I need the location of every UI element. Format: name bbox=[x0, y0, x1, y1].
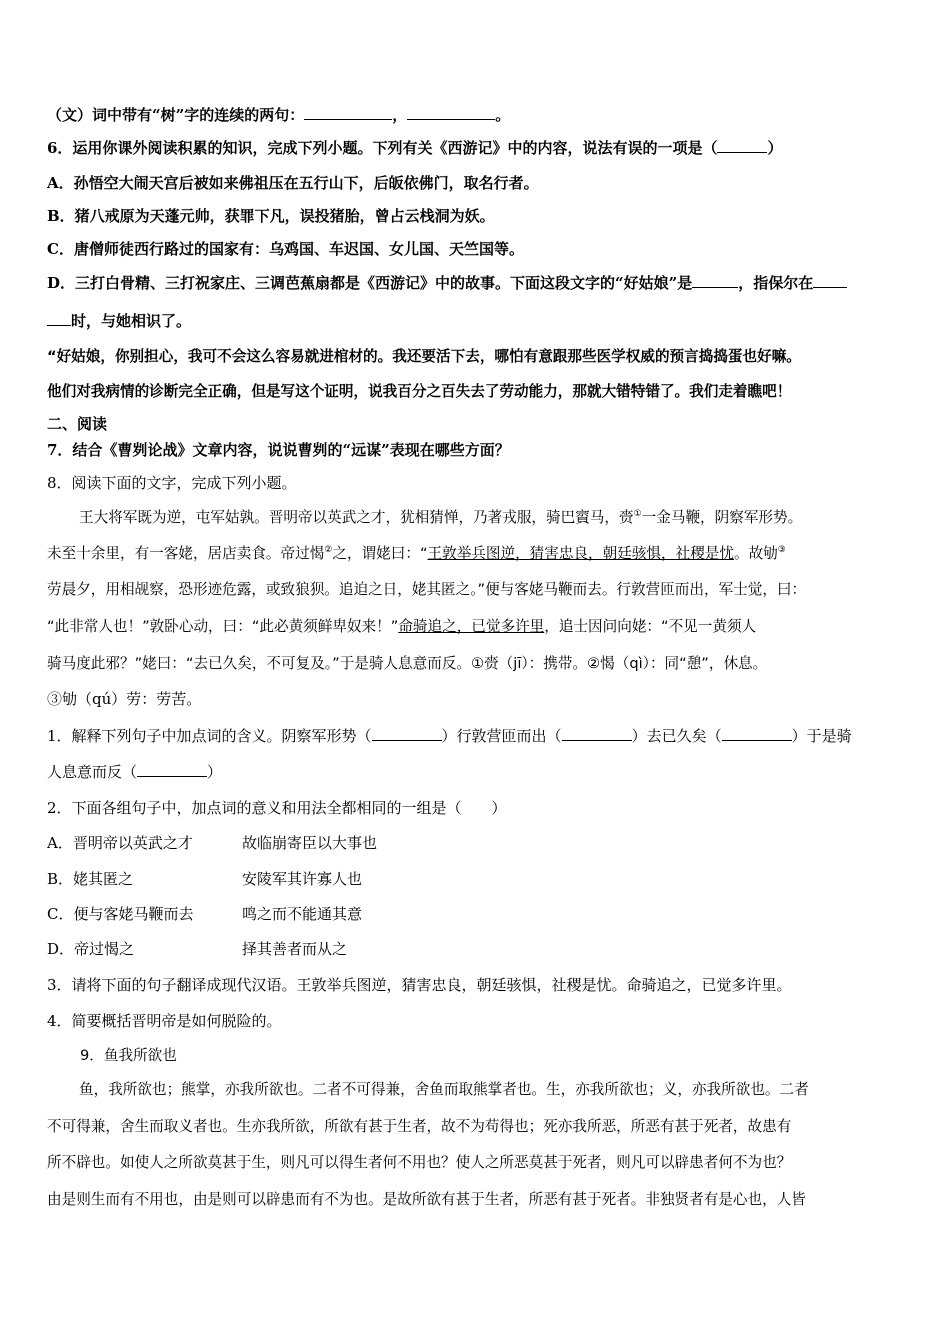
passage-footnote: ③劬（qú）劳：劳苦。 bbox=[47, 690, 202, 708]
q6-option-d: D．三打白骨精、三打祝家庄、三调芭蕉扇都是《西游记》中的故事。下面这段文字的“好姑娘”是 ，指保尔在 bbox=[47, 272, 847, 293]
passage-line-1: 王大将军既为逆，屯军姑孰。晋明帝以英武之才，犹相猜惮，乃著戎服，骑巴賨马，赍①一金马鞭，阴察军形势。 bbox=[79, 509, 803, 526]
section-heading: 二、阅读 bbox=[47, 415, 108, 433]
q9-title: 9．鱼我所欲也 bbox=[80, 1047, 177, 1064]
answer-blank bbox=[562, 726, 632, 741]
q8-sub1-cont: 人息意而反（ ） bbox=[47, 763, 223, 781]
q8-sub2-option-a: A．晋明帝以英武之才 故临崩寄臣以大事也 bbox=[47, 834, 378, 852]
q9-passage-line-1: 鱼，我所欲也；熊掌，亦我所欲也。二者不可得兼，舍鱼而取熊掌者也。生，亦我所欲也；义，亦我所欲也。二者 bbox=[79, 1081, 809, 1098]
passage-line-2: 未至十余里，有一客姥，居店卖食。帝过愒②之，谓姥曰：“王敦举兵图逆，猜害忠良，朝廷骇惧，社稷是忧。故劬③ bbox=[47, 545, 786, 562]
q8-sub2-option-d: D．帝过愒之 择其善者而从之 bbox=[47, 940, 348, 958]
answer-blank bbox=[813, 273, 847, 288]
q8-sub3: 3．请将下面的句子翻译成现代汉语。王敦举兵图逆，猜害忠良，朝廷骇惧，社稷是忧。命骑追之，已觉多许里。 bbox=[47, 976, 792, 994]
quote-line-1: “好姑娘，你别担心，我可不会这么容易就进棺材的。我还要活下去，哪怕有意跟那些医学权威的预言捣捣蛋也好嘛。 bbox=[47, 348, 801, 365]
q8-sub2: 2．下面各组句子中，加点词的意义和用法全都相同的一组是（ ） bbox=[47, 799, 507, 817]
answer-blank bbox=[372, 726, 442, 741]
q6-option-a: A．孙悟空大闹天宫后被如来佛祖压在五行山下，后皈依佛门，取名行者。 bbox=[47, 174, 539, 192]
q7-question: 7．结合《曹刿论战》文章内容，说说曹刿的“远谋”表现在哪些方面？ bbox=[47, 441, 510, 459]
q6-option-d-cont: 时，与她相识了。 bbox=[47, 310, 191, 331]
q6-stem: 6．运用你课外阅读积累的知识，完成下列小题。下列有关《西游记》中的内容，说法有误的一项是（ ） bbox=[47, 139, 783, 157]
passage-line-4: “此非常人也！”敦卧心动，曰：“此必黄须鲜卑奴来！”命骑追之，已觉多许里，追士因问向姥：“不见一黄须人 bbox=[47, 618, 757, 635]
answer-blank bbox=[407, 105, 495, 120]
answer-blank bbox=[47, 311, 71, 326]
q8-sub2-option-b: B．姥其匿之 安陵军其许寡人也 bbox=[47, 870, 363, 888]
q8-sub2-option-c: C．便与客姥马鞭而去 鸣之而不能通其意 bbox=[47, 905, 363, 923]
answer-blank bbox=[692, 273, 738, 288]
answer-blank bbox=[304, 105, 392, 120]
q9-passage-line-2: 不可得兼，舍生而取义者也。生亦我所欲，所欲有甚于生者，故不为苟得也；死亦我所恶，所恶有甚于死者，故患有 bbox=[47, 1118, 792, 1135]
q8-intro: 8．阅读下面的文字，完成下列小题。 bbox=[47, 474, 297, 492]
answer-blank bbox=[137, 762, 207, 777]
passage-line-5: 骑马度此邪？”姥曰：“去已久矣，不可复及。”于是骑人息意而反。①赍（jī）：携带。②愒（qì）：同“憩”，休息。 bbox=[47, 655, 768, 672]
q8-sub1: 1．解释下列句子中加点词的含义。阴察军形势（ ）行敦营匝而出（ ）去已久矣（ ）于是骑 bbox=[47, 727, 852, 745]
q6-option-b: B．猪八戒原为天蓬元帅，获罪下凡，误投猪胎，曾占云栈洞为妖。 bbox=[47, 207, 495, 225]
quote-line-2: 他们对我病情的诊断完全正确，但是写这个证明，说我百分之百失去了劳动能力，那就大错特错了。我们走着瞧吧！ bbox=[47, 383, 792, 400]
q6-option-c: C．唐僧师徒西行路过的国家有：乌鸡国、车迟国、女儿国、天竺国等。 bbox=[47, 240, 524, 258]
answer-blank bbox=[722, 726, 792, 741]
q9-passage-line-4: 由是则生而有不用也，由是则可以辟患而有不为也。是故所欲有甚于生者，所恶有甚于死者。非独贤者有是心也，人皆 bbox=[47, 1191, 806, 1208]
q8-sub4: 4．简要概括晋明帝是如何脱险的。 bbox=[47, 1012, 282, 1030]
q5-tail-line: （文）词中带有“树”字的连续的两句： ， 。 bbox=[47, 106, 511, 124]
passage-line-3: 劳晨夕，用相觇察，恐形迹危露，或致狼狈。追迫之日，姥其匿之。”便与客姥马鞭而去。行敦营匝而出，军士觉，曰： bbox=[47, 581, 807, 598]
q9-passage-line-3: 所不辟也。如使人之所欲莫甚于生，则凡可以得生者何不用也？使人之所恶莫甚于死者，则凡可以辟患者何不为也？ bbox=[47, 1154, 792, 1171]
answer-blank bbox=[717, 138, 767, 153]
